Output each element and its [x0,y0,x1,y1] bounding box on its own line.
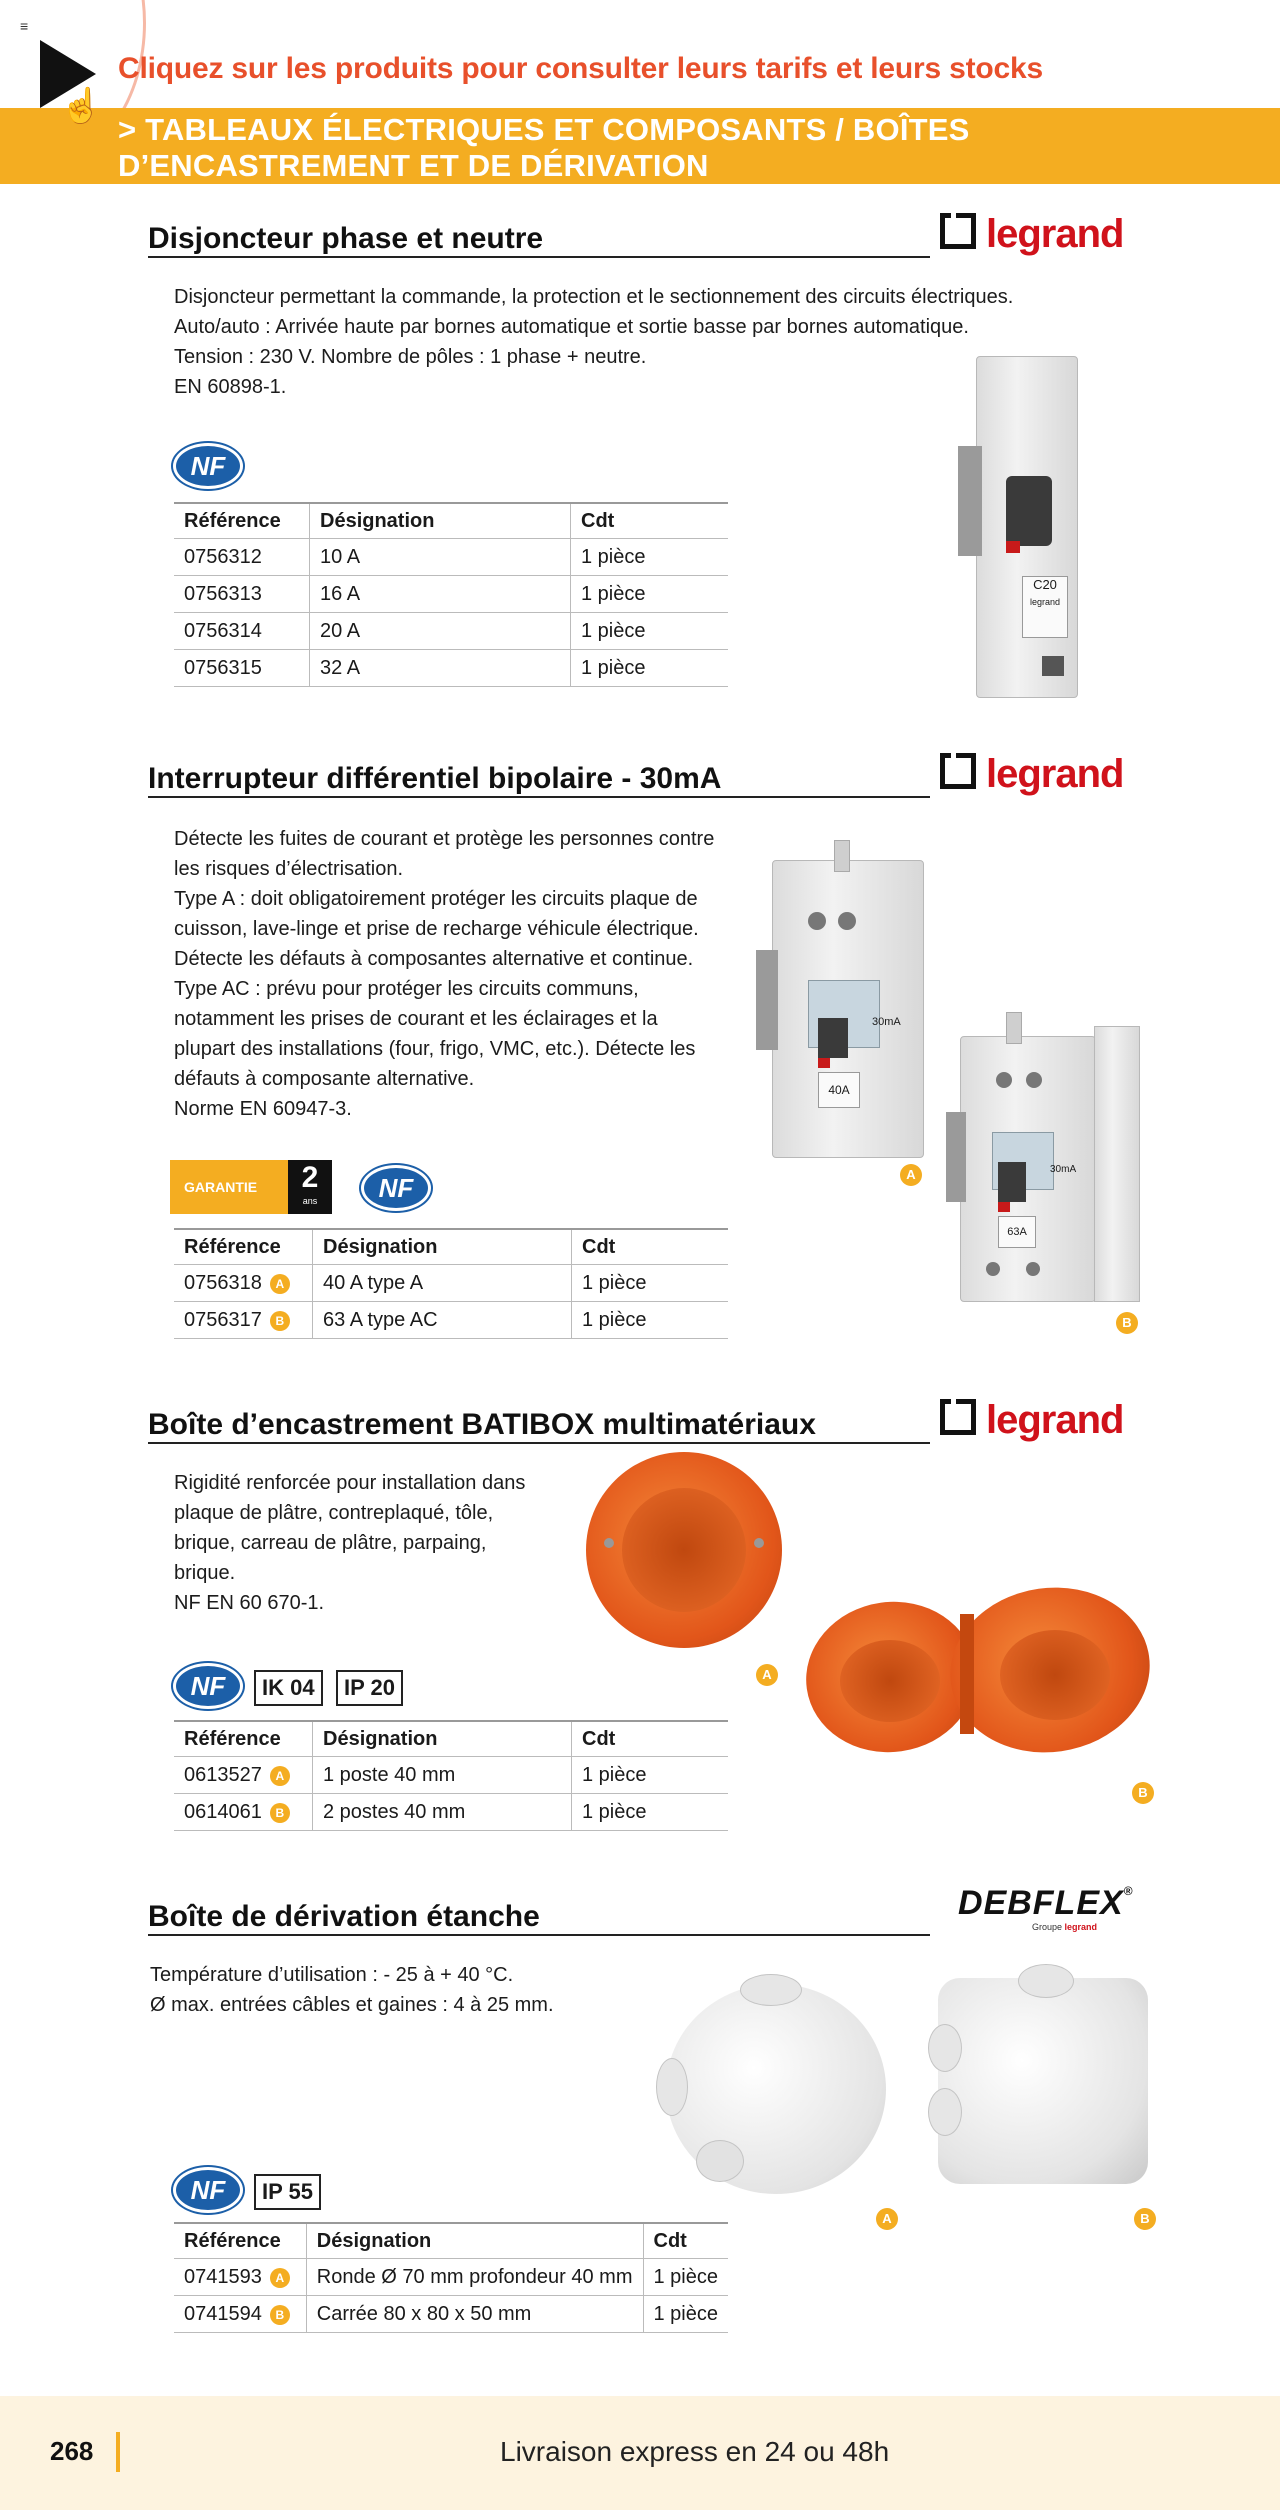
ip-rating-badge: IP 20 [336,1670,403,1706]
image-marker-b: B [1132,1782,1154,1804]
page-number: 268 [50,2436,94,2466]
garantie-badge: GARANTIE [170,1160,296,1214]
image-marker-b: B [270,2305,290,2325]
legrand-logo: legrand [940,1398,1123,1443]
table-row[interactable]: 0756317 B 63 A type AC 1 pièce [174,1302,728,1339]
table-row[interactable]: 0614061 B 2 postes 40 mm 1 pièce [174,1794,728,1831]
image-marker-b: B [270,1803,290,1823]
ip-rating-badge: IP 55 [254,2174,321,2210]
image-marker-b: B [1134,2208,1156,2230]
rcd-63a-image[interactable]: 63A 30mA [946,1012,1146,1312]
table-row[interactable]: 0741594 B Carrée 80 x 80 x 50 mm 1 pièce [174,2296,728,2333]
nf-certification-badge: NF [176,1666,240,1706]
image-marker-a: A [270,1274,290,1294]
section-divider [148,796,930,798]
circuit-breaker-image[interactable]: C20 legrand [966,356,1086,696]
round-junction-box-image[interactable] [656,1974,896,2200]
image-marker-a: A [756,1664,778,1686]
batibox-1-poste-image[interactable] [586,1452,786,1652]
image-marker-a: A [900,1164,922,1186]
product-description: Détecte les fuites de courant et protège les personnes contre les risques d’électrisation. Type A : doit obligatoirement protéger les circuits plaque de cuisson, lave-linge et prise de recharge véhicule électrique. Détecte les défauts à composantes alternative et continue. Type AC : prévu pour protéger les circuits communs, notamment les prises de courant et les éclairages et la plupart des installations (four, frigo, VMC, etc.). Détecte les défauts à composante alternative. Norme EN 60947-3. [174,828,715,1120]
table-row[interactable]: 0756312 10 A 1 pièce [174,539,728,576]
section-divider [148,256,930,258]
image-marker-b: B [1116,1312,1138,1334]
garantie-years-badge: 2 ans [288,1160,332,1214]
section-divider [148,1442,930,1444]
section-title: Disjoncteur phase et neutre [148,222,544,255]
legrand-logo: legrand [940,212,1123,257]
pointer-hand-icon: ☝ [60,87,103,125]
rcd-40a-image[interactable]: 40A 30mA [762,840,932,1160]
page-footer [0,2396,1280,2510]
table-row[interactable]: 0741593 A Ronde Ø 70 mm profondeur 40 mm 1 pièce [174,2259,728,2296]
nf-certification-badge: NF [176,446,240,486]
nf-certification-badge: NF [176,2170,240,2210]
table-row[interactable]: 0756318 A 40 A type A 1 pièce [174,1265,728,1302]
section-title: Interrupteur différentiel bipolaire - 30mA [148,762,722,795]
table-row[interactable]: 0756314 20 A 1 pièce [174,613,728,650]
table-row[interactable]: 0756313 16 A 1 pièce [174,576,728,613]
image-marker-b: B [270,1311,290,1331]
reference-table: Référence Désignation Cdt 0756318 A 40 A type A 1 pièce 0756317 B 63 A type AC 1 pièce [174,1228,728,1339]
category-title-line1: > TABLEAUX ÉLECTRIQUES ET COMPOSANTS / BOÎTES [118,112,970,147]
image-marker-a: A [270,2268,290,2288]
click-products-cta[interactable]: Cliquez sur les produits pour consulter leurs tarifs et leurs stocks [118,52,1043,85]
table-row[interactable]: 0756315 32 A 1 pièce [174,650,728,687]
section-title: Boîte d’encastrement BATIBOX multimatériaux [148,1408,816,1441]
category-title-line2: D’ENCASTREMENT ET DE DÉRIVATION [118,148,709,183]
debflex-sub-logo: Groupe legrand [1032,1922,1098,1932]
menu-icon[interactable]: ≡ [20,18,29,34]
section-title: Boîte de dérivation étanche [148,1900,540,1933]
legrand-logo: legrand [940,752,1123,797]
image-marker-a: A [876,2208,898,2230]
debflex-logo: DEBFLEX® [958,1884,1134,1922]
category-band [0,108,1280,184]
page-number-divider [116,2432,120,2472]
product-description: Disjoncteur permettant la commande, la protection et le sectionnement des circuits électriques. Auto/auto : Arrivée haute par bornes automatique et sortie basse par bornes automatique. Tension : 230 V. Nombre de pôles : 1 phase + neutre. EN 60898-1. [174,286,1014,398]
delivery-info: Livraison express en 24 ou 48h [500,2436,890,2467]
product-description: Rigidité renforcée pour installation dans plaque de plâtre, contreplaqué, tôle, brique, carreau de plâtre, parpaing, brique. NF EN 60 670-1. [174,1472,526,1614]
image-marker-a: A [270,1766,290,1786]
reference-table: Référence Désignation Cdt 0613527 A 1 poste 40 mm 1 pièce 0614061 B 2 postes 40 mm 1 pièce [174,1720,728,1831]
batibox-2-postes-image[interactable] [800,1584,1150,1764]
nf-certification-badge: NF [364,1168,428,1208]
reference-table: Référence Désignation Cdt 0741593 A Ronde Ø 70 mm profondeur 40 mm 1 pièce 0741594 B Carrée 80 x 80 x 50 mm 1 pièce [174,2222,728,2333]
product-description: Température d’utilisation : - 25 à + 40 °C. Ø max. entrées câbles et gaines : 4 à 25 mm. [150,1964,554,2016]
table-row[interactable]: 0613527 A 1 poste 40 mm 1 pièce [174,1757,728,1794]
reference-table: Référence Désignation Cdt 0756312 10 A 1 pièce 0756313 16 A 1 pièce 0756314 20 A 1 pièce 0756315 32 A 1 pièce [174,502,728,687]
ik-rating-badge: IK 04 [254,1670,323,1706]
square-junction-box-image[interactable] [928,1964,1154,2190]
section-divider [148,1934,930,1936]
